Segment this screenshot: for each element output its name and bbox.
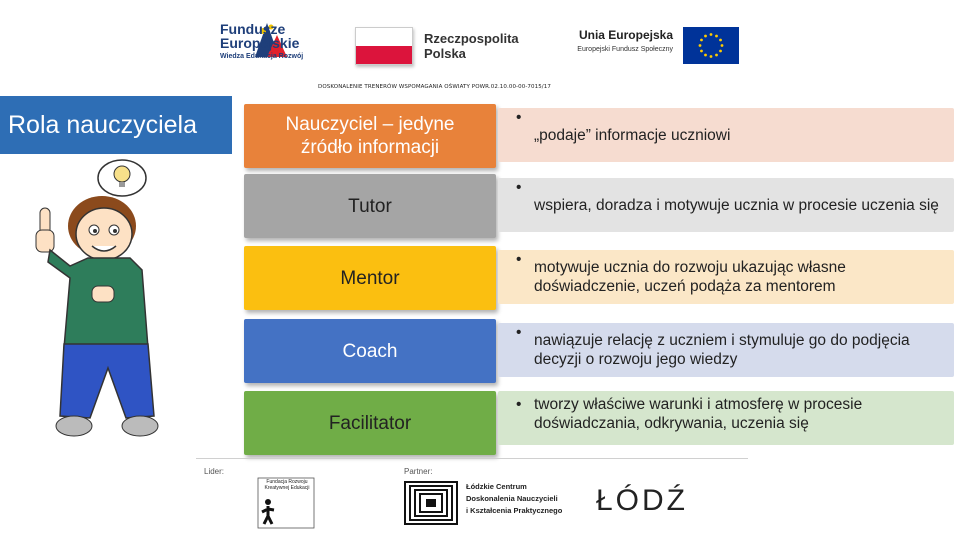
bullet-icon: • — [516, 179, 522, 196]
role-label-box — [244, 174, 496, 238]
ue-logo-text: Unia Europejska Europejski Fundusz Społeczny — [577, 28, 673, 53]
role-label-box — [244, 319, 496, 383]
eu-star-icon — [715, 35, 718, 38]
role-label: Facilitator — [328, 412, 412, 434]
role-description-box — [498, 391, 954, 445]
role-description: tworzy właściwe warunki i atmosferę w procesie doświadczania, odkrywania, uczenia się — [534, 396, 863, 432]
lodz-logo: ŁÓDŹ — [596, 484, 689, 517]
role-description-box — [498, 108, 954, 162]
role-description: nawiązuje relację z uczniem i stymuluje go do podjęcia decyzji o rozwoju jego wiedzy — [534, 332, 910, 368]
bullet-icon: • — [516, 324, 522, 341]
role-label-box — [244, 391, 496, 455]
eu-star-icon — [704, 54, 707, 57]
project-line: DOSKONALENIE TRENERÓW WSPOMAGANIA OŚWIATY POWR.02.10.00-00-7015/17 — [318, 84, 551, 90]
eu-star-icon — [700, 50, 703, 53]
lcd-logo — [404, 481, 458, 525]
role-description-box — [498, 250, 954, 304]
eu-star-icon — [699, 44, 702, 47]
teacher-cartoon-image — [30, 158, 210, 450]
eu-star-icon — [704, 35, 707, 38]
ffk-logo-text: Fundacja Rozwoju Kreatywnej Edukacji — [264, 479, 310, 491]
eu-star-icon — [710, 55, 713, 58]
role-label: Mentor — [340, 267, 400, 289]
polish-flag-icon — [355, 27, 413, 65]
role-description-box — [498, 178, 954, 232]
role-description-box — [498, 323, 954, 377]
footer-divider — [196, 458, 748, 459]
lcd-logo-text: Łódzkie Centrum Doskonalenia Nauczycieli i Kształcenia Praktycznego — [466, 482, 563, 515]
bullet-icon: • — [516, 251, 522, 268]
eu-star-icon — [710, 33, 713, 36]
eu-star-icon — [700, 39, 703, 42]
partner-label: Partner: — [404, 467, 433, 476]
role-description: wspiera, doradza i motywuje ucznia w procesie uczenia się — [534, 196, 939, 214]
role-label: Nauczyciel – jedyne źródło informacji — [285, 114, 455, 158]
bullet-icon: • — [516, 109, 522, 126]
role-label: Coach — [342, 340, 398, 362]
rp-logo-text: Rzeczpospolita Polska — [424, 31, 519, 61]
role-label-box — [244, 246, 496, 310]
role-label: Tutor — [348, 195, 392, 217]
eu-star-icon — [719, 39, 722, 42]
page-title: Rola nauczyciela — [8, 111, 197, 139]
eu-flag-icon — [683, 27, 739, 64]
fe-logo-subtitle: Wiedza Edukacja Rozwój — [220, 53, 304, 60]
role-label-box — [244, 104, 496, 168]
eu-star-icon — [719, 50, 722, 53]
bullet-icon: • — [516, 396, 522, 413]
eu-star-icon — [721, 44, 724, 47]
role-description: motywuje ucznia do rozwoju ukazując własne doświadczenie, uczeń podąża za mentorem — [534, 259, 846, 295]
eu-star-icon — [715, 54, 718, 57]
role-description: „podaje” informacje uczniowi — [534, 126, 731, 144]
lider-label: Lider: — [204, 467, 225, 476]
fe-logo-text: Fundusze Europejskie — [220, 21, 300, 51]
